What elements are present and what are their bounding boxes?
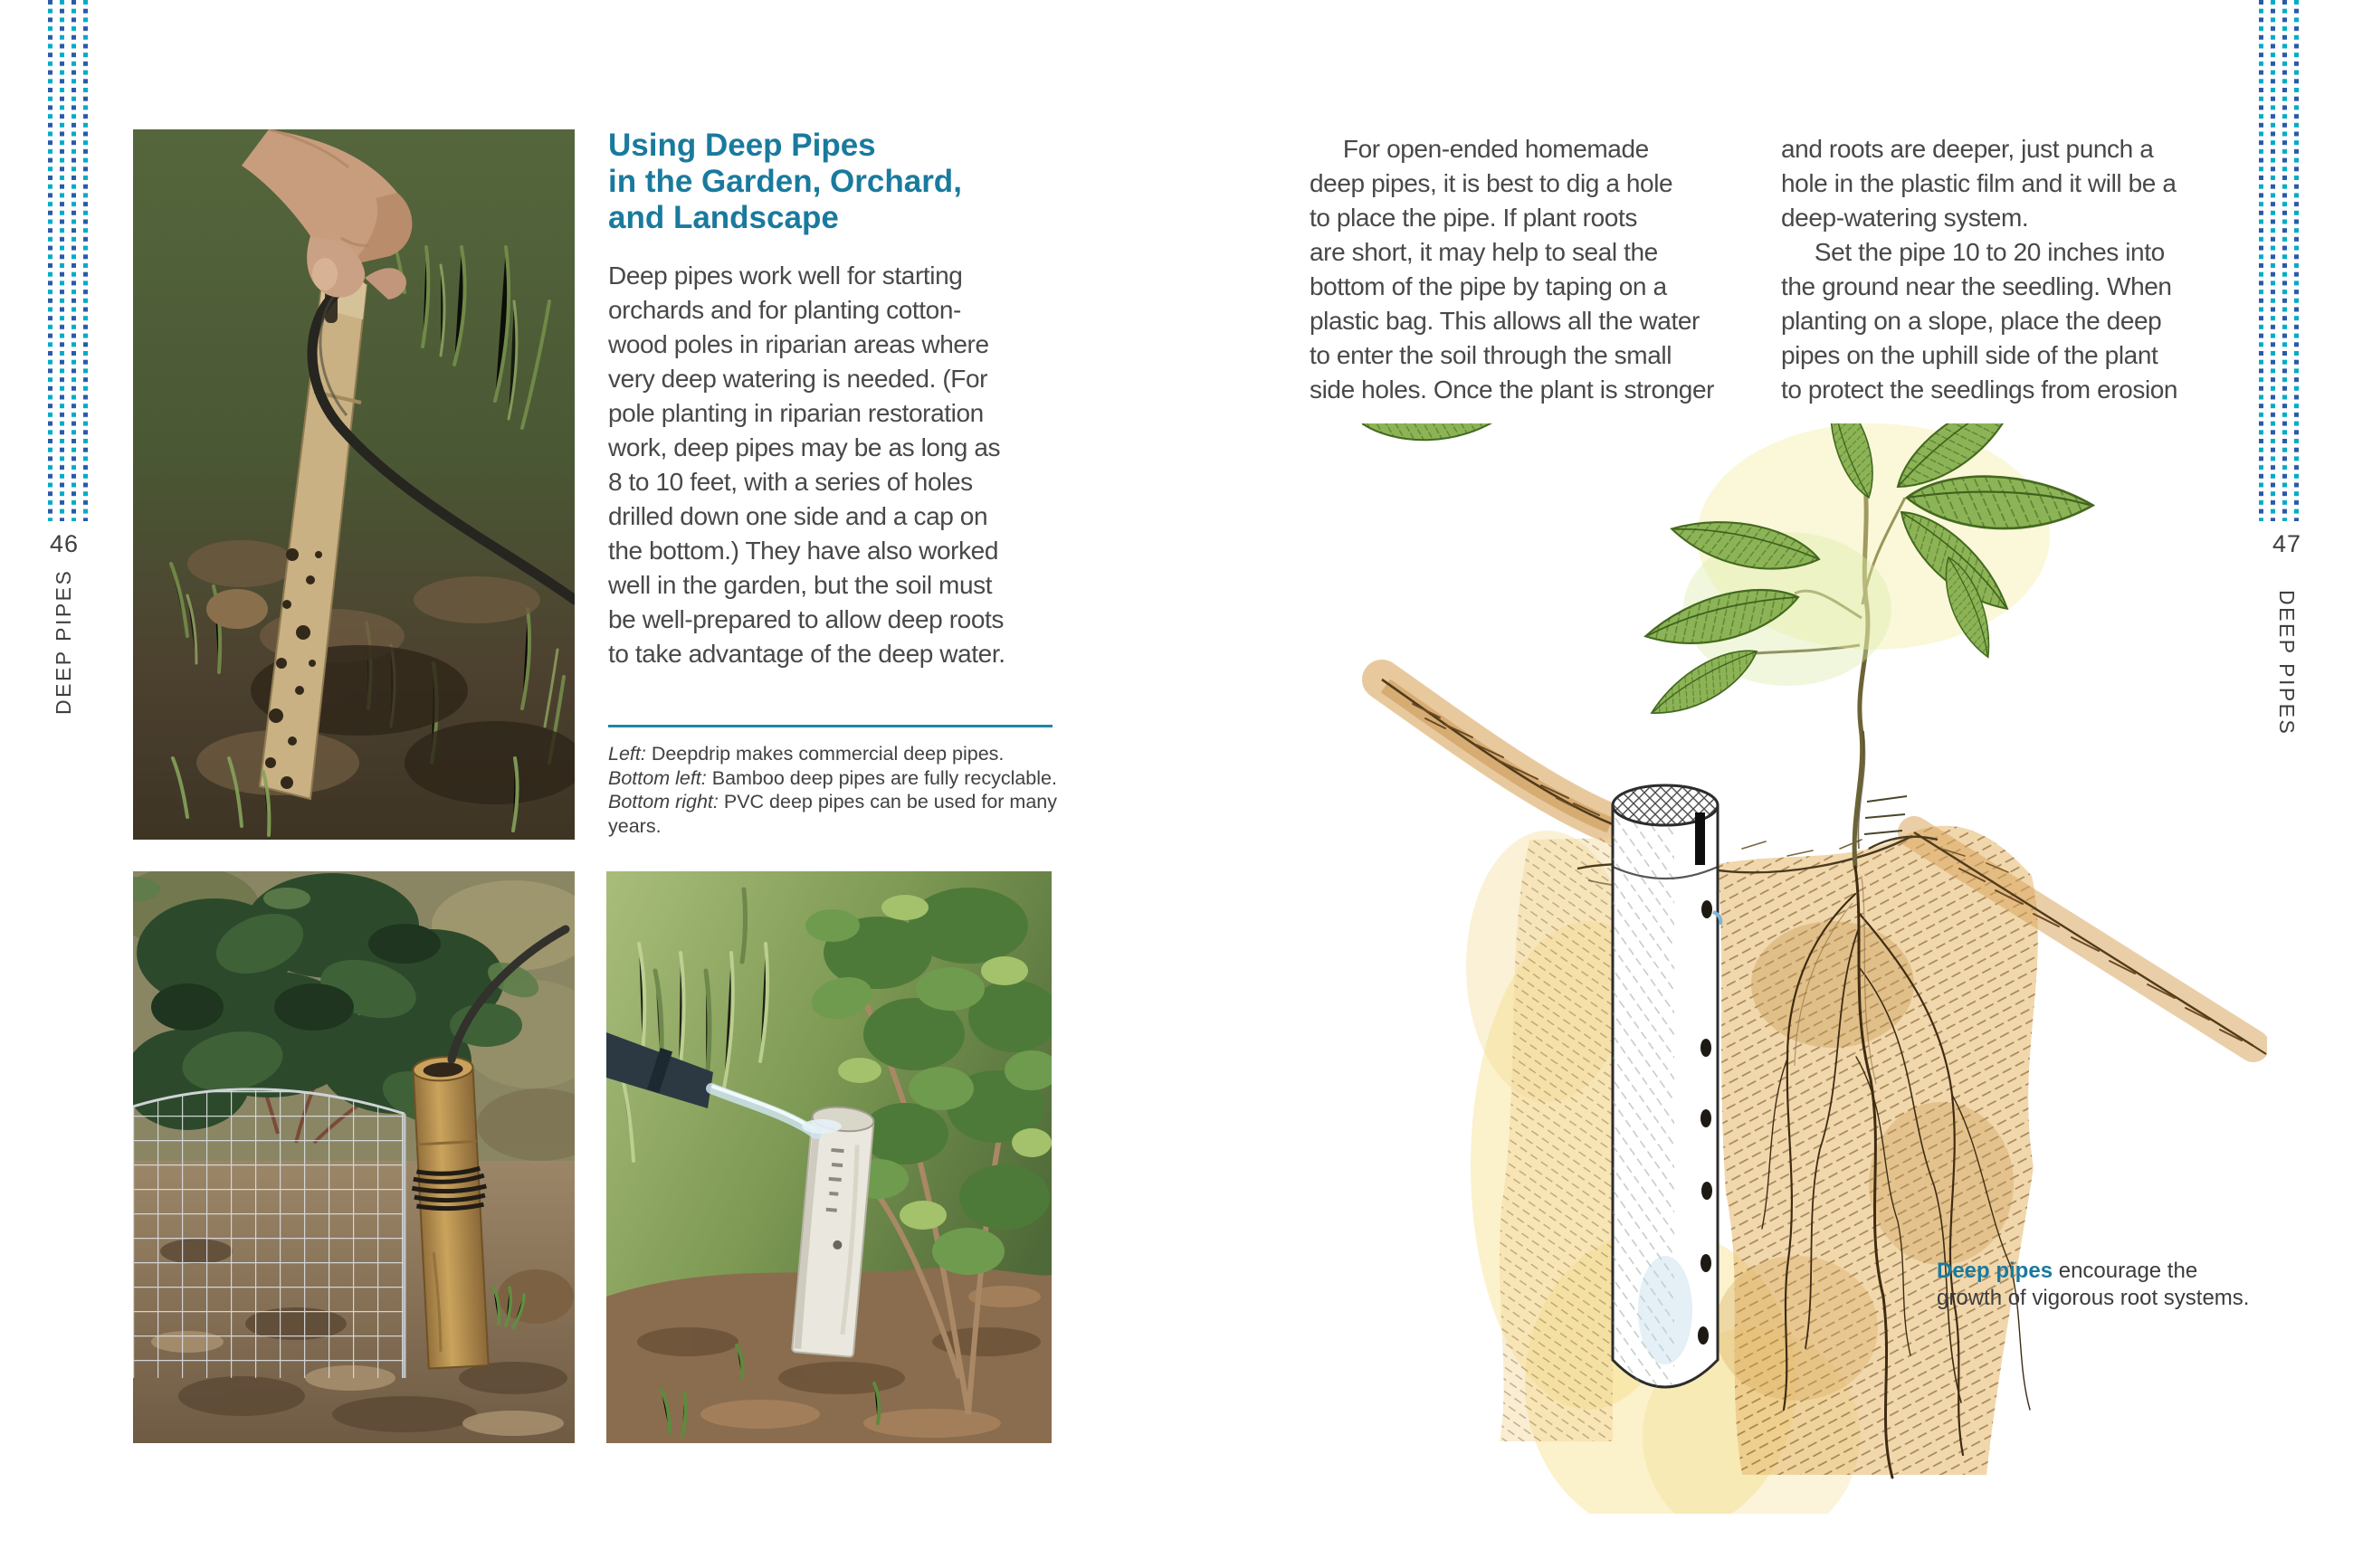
text-line: drilled down one side and a cap on bbox=[608, 502, 988, 530]
page-number-right: 47 bbox=[2272, 530, 2302, 557]
text-line: plastic bag. This allows all the water bbox=[1310, 307, 1700, 335]
illustration-caption bbox=[1937, 1258, 2252, 1312]
body-text-left bbox=[608, 259, 1061, 671]
dot-pattern-band-left bbox=[48, 0, 93, 521]
caption-segment: Deepdrip makes commercial deep pipes. bbox=[645, 743, 1005, 765]
caption-segment: Bamboo deep pipes are fully recyclable. bbox=[706, 766, 1057, 789]
text-line: to protect the seedlings from erosion bbox=[1781, 375, 2178, 404]
text-line: the ground near the seedling. When bbox=[1781, 272, 2172, 300]
caption-rule bbox=[608, 725, 1053, 727]
text-line: orchards and for planting cotton- bbox=[608, 296, 961, 324]
article-title bbox=[608, 128, 1061, 236]
text-line: are short, it may help to seal the bbox=[1310, 238, 1658, 266]
text-line: work, deep pipes may be as long as bbox=[608, 433, 1001, 461]
caption-segment: PVC deep pipes can be used for many years. bbox=[608, 791, 1057, 837]
text-line: pole planting in riparian restoration bbox=[608, 399, 984, 427]
text-line: to place the pipe. If plant roots bbox=[1310, 204, 1637, 232]
text-line: to take advantage of the deep water. bbox=[608, 640, 1005, 668]
caption-segment: Bottom left: bbox=[608, 766, 707, 789]
caption-segment: Bottom right: bbox=[608, 791, 719, 813]
text-line: very deep watering is needed. (For bbox=[608, 365, 988, 393]
pipe-shape bbox=[1613, 785, 1720, 1389]
page-number-left: 46 bbox=[50, 530, 80, 557]
chapter-side-label-left: DEEP PIPES bbox=[52, 568, 75, 715]
body-text-col2 bbox=[1781, 132, 2238, 407]
photo-pvc-pipe-watering bbox=[606, 871, 1052, 1443]
text-line: planting on a slope, place the deep bbox=[1781, 307, 2162, 335]
text-line: in the Garden, Orchard, bbox=[608, 164, 962, 199]
text-line: pipes on the uphill side of the plant bbox=[1781, 341, 2158, 369]
text-line: For open-ended homemade bbox=[1310, 135, 1649, 163]
text-line: Set the pipe 10 to 20 inches into bbox=[1781, 238, 2165, 266]
caption-segment: Left: bbox=[608, 743, 646, 765]
text-line: side holes. Once the plant is stronger bbox=[1310, 375, 1715, 404]
text-line: Deep pipes work well for starting bbox=[608, 261, 963, 290]
text-line: bottom of the pipe by taping on a bbox=[1310, 272, 1667, 300]
text-line: deep-watering system. bbox=[1781, 204, 2029, 232]
text-line: Using Deep Pipes bbox=[608, 128, 876, 163]
text-line: and Landscape bbox=[608, 200, 839, 235]
photo-bamboo-pipe bbox=[133, 871, 575, 1443]
text-line: and roots are deeper, just punch a bbox=[1781, 135, 2154, 163]
text-line: be well-prepared to allow deep roots bbox=[608, 605, 1004, 633]
text-line: the bottom.) They have also worked bbox=[608, 537, 999, 565]
photo-deepdrip-pipe bbox=[133, 129, 575, 840]
text-line: well in the garden, but the soil must bbox=[608, 571, 993, 599]
caption-segment: Deep pipes bbox=[1937, 1259, 2053, 1283]
text-line: to enter the soil through the small bbox=[1310, 341, 1672, 369]
text-line: wood poles in riparian areas where bbox=[608, 330, 989, 358]
text-line: deep pipes, it is best to dig a hole bbox=[1310, 169, 1673, 197]
caption-segment: encourage the growth of vigorous root systems. bbox=[1937, 1259, 2250, 1310]
text-line: 8 to 10 feet, with a series of holes bbox=[608, 468, 973, 496]
chapter-side-label-right: DEEP PIPES bbox=[2275, 590, 2299, 736]
wire-mesh-cage-shape bbox=[133, 1089, 405, 1378]
seedling-leaves bbox=[1362, 423, 2095, 731]
body-text-col1 bbox=[1310, 132, 1767, 407]
deep-pipe-illustration bbox=[1362, 423, 2267, 1514]
text-line: hole in the plastic film and it will be a bbox=[1781, 169, 2177, 197]
photo-captions bbox=[608, 742, 1061, 838]
